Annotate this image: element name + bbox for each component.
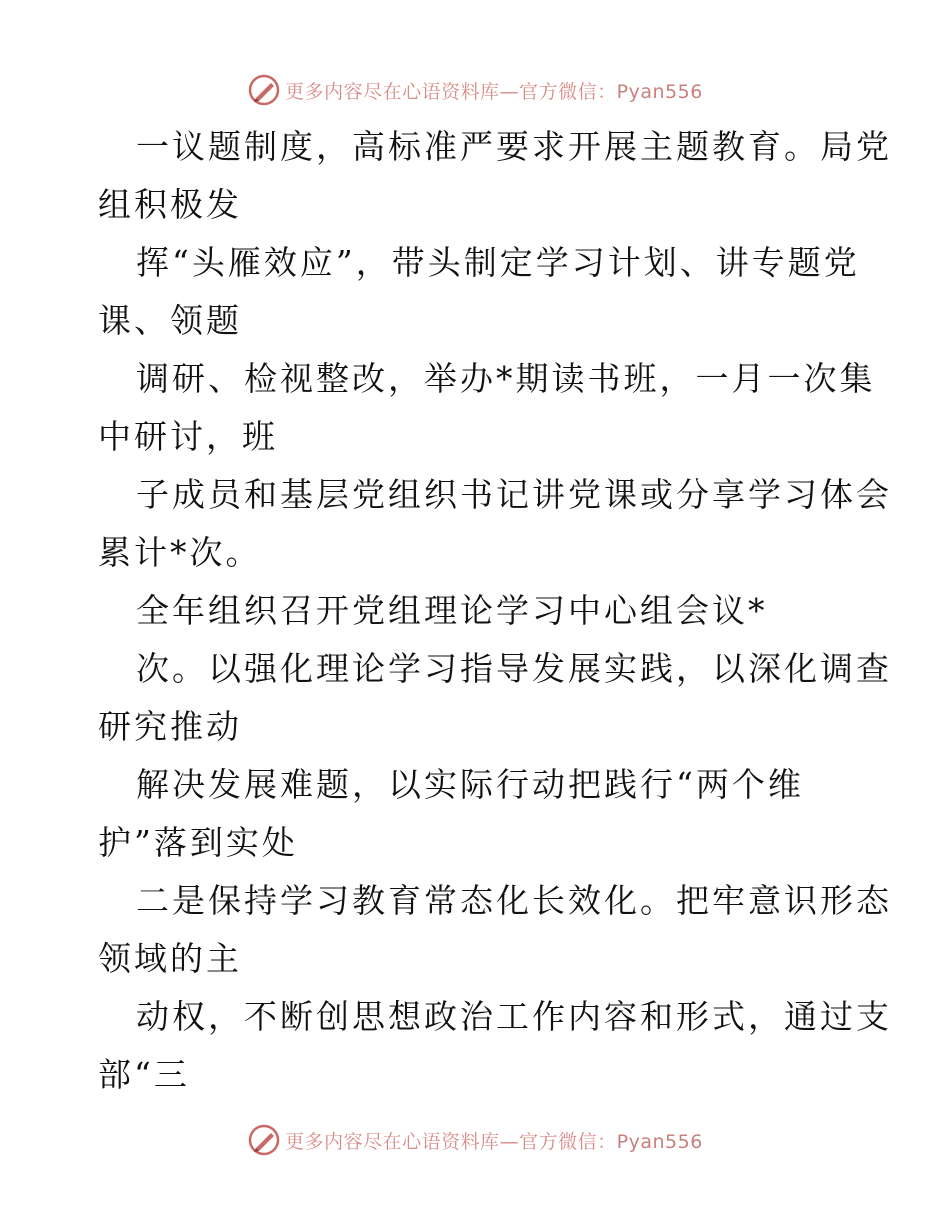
watermark-text: 更多内容尽在心语资料库—官方微信：: [285, 1130, 617, 1153]
document-body: [98, 118, 892, 1104]
text-line: 一议题制度，高标准严要求开展主题教育。局党: [136, 127, 892, 166]
footer-watermark: [0, 1120, 950, 1160]
pen-logo-icon: [247, 1123, 281, 1157]
text-line: 课、领题: [98, 301, 242, 340]
text-line: 解决发展难题，以实际行动把践行“两个维: [136, 765, 804, 804]
text-line: 动权，不断创思想政治工作内容和形式，通过支: [136, 997, 892, 1036]
text-line: 挥“头雁效应”，带头制定学习计划、讲专题党: [136, 243, 860, 282]
watermark-wechat-id: Pyan556: [616, 1130, 703, 1153]
text-line: 中研讨，班: [98, 417, 278, 456]
text-line: 次。以强化理论学习指导发展实践，以深化调查: [136, 649, 892, 688]
text-line: 研究推动: [98, 707, 242, 746]
text-line: 全年组织召开党组理论学习中心组会议*: [136, 591, 768, 630]
text-line: 二是保持学习教育常态化长效化。把牢意识形态: [136, 881, 892, 920]
header-watermark: [0, 70, 950, 110]
text-line: 组积极发: [98, 185, 242, 224]
text-line: 护”落到实处: [98, 823, 298, 862]
text-line: 调研、检视整改，举办*期读书班，一月一次集: [136, 359, 876, 398]
text-line: 累计*次。: [98, 533, 262, 572]
text-line: 部“三: [98, 1055, 190, 1094]
text-line: 子成员和基层党组织书记讲党课或分享学习体会: [136, 475, 892, 514]
text-line: 领域的主: [98, 939, 242, 978]
watermark-text: 更多内容尽在心语资料库—官方微信：: [285, 80, 617, 103]
watermark-wechat-id: Pyan556: [616, 80, 703, 103]
pen-logo-icon: [247, 73, 281, 107]
